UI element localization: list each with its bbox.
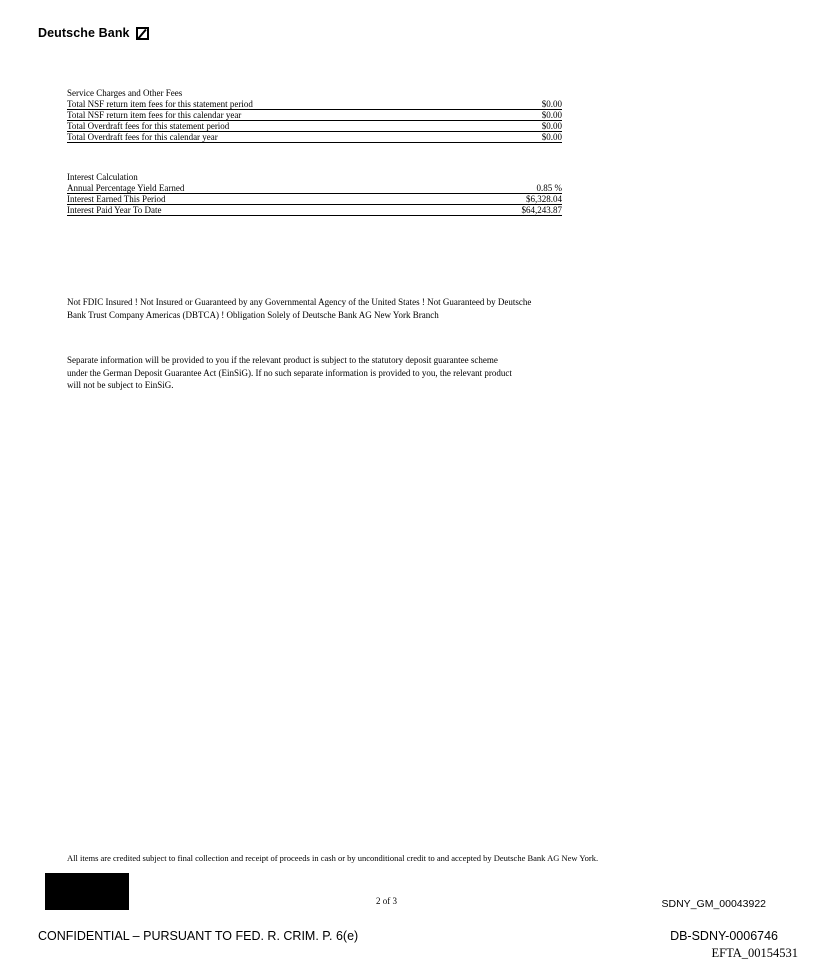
bates-efta: EFTA_00154531 [711, 946, 798, 960]
row-label: Total NSF return item fees for this statement period [67, 99, 253, 109]
redaction-box [45, 873, 129, 910]
fdic-disclaimer: Not FDIC Insured ! Not Insured or Guaranteed by any Governmental Agency of the United States ! Not Guaranteed by Deutsche Bank Trust Company Americas (DBTCA) ! Obligation Solely of Deutsche Bank AG New York Branch [67, 297, 532, 320]
row-label: Total Overdraft fees for this statement period [67, 121, 230, 131]
interest-title: Interest Calculation [67, 172, 138, 182]
bates-sdny: SDNY_GM_00043922 [661, 898, 766, 910]
bank-logo [38, 26, 149, 40]
row-label: Interest Paid Year To Date [67, 205, 162, 215]
confidential-notice: CONFIDENTIAL – PURSUANT TO FED. R. CRIM. P. 6(e) [38, 929, 359, 943]
interest-section [67, 172, 562, 216]
einsig-disclaimer: Separate information will be provided to you if the relevant product is subject to the statutory deposit guarantee scheme under the German Deposit Guarantee Act (EinSiG). If no such separate information is provided to you, the relevant product will not be subject to EinSiG. [67, 355, 512, 390]
table-row [67, 121, 562, 132]
table-row [67, 132, 562, 143]
service-charges-section [67, 88, 562, 143]
credit-note: All items are credited subject to final collection and receipt of proceeds in cash or by unconditional credit to and accepted by Deutsche Bank AG New York. [67, 853, 599, 863]
row-value: $6,328.04 [526, 194, 562, 204]
row-label: Total NSF return item fees for this calendar year [67, 110, 242, 120]
page-number: 2 of 3 [376, 896, 397, 906]
table-row [67, 110, 562, 121]
row-value: $0.00 [541, 110, 562, 120]
row-label: Total Overdraft fees for this calendar year [67, 132, 218, 142]
bates-db: DB-SDNY-0006746 [670, 929, 778, 943]
row-label: Interest Earned This Period [67, 194, 166, 204]
row-value: $0.00 [541, 132, 562, 142]
table-row [67, 205, 562, 216]
service-charges-title: Service Charges and Other Fees [67, 88, 183, 98]
row-value: 0.85 % [536, 183, 562, 193]
table-row [67, 99, 562, 110]
table-row [67, 194, 562, 205]
row-value: $0.00 [541, 121, 562, 131]
deutsche-bank-slash-icon [136, 27, 149, 40]
row-value: $0.00 [541, 99, 562, 109]
brand-name: Deutsche Bank [38, 26, 130, 40]
row-label: Annual Percentage Yield Earned [67, 183, 185, 193]
table-row [67, 183, 562, 194]
row-value: $64,243.87 [521, 205, 562, 215]
